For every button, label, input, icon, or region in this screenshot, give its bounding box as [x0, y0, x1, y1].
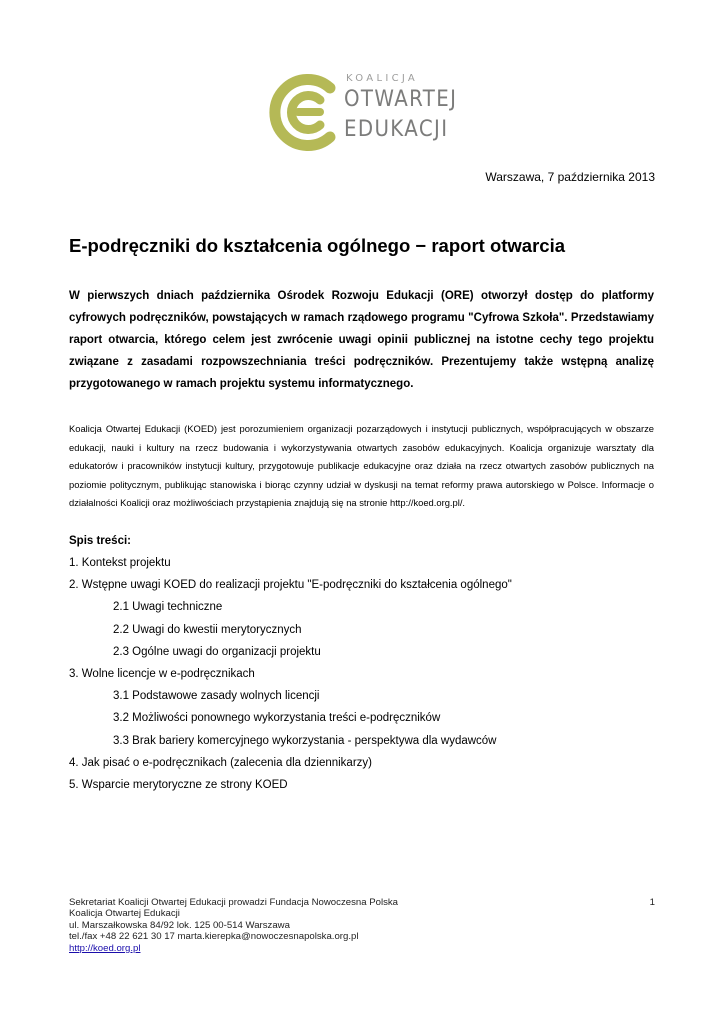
- footer-line-1: Sekretariat Koalicji Otwartej Edukacji prowadzi Fundacja Nowoczesna Polska: [69, 897, 399, 908]
- document-date: Warszawa, 7 października 2013: [485, 170, 655, 184]
- toc-item: 2.1 Uwagi techniczne: [113, 601, 223, 614]
- footer-website-link[interactable]: http://koed.org.pl: [69, 942, 141, 954]
- toc-item: 2.2 Uwagi do kwestii merytorycznych: [113, 623, 302, 636]
- lead-paragraph: W pierwszych dniach października Ośrodek Rozwoju Edukacji (ORE) otworzył dostęp do platformy cyfrowych podręczników, powstających w ramach rządowego programu "Cyfrowa Szkoła". Przedstawiamy raport otwarcia, którego celem jest zwrócenie uwagi opinii publicznej na istotne cechy tego projektu związane z zasadami rozpowszechniania treści podręczników. Prezentujemy także wstępną analizę przygotowanego w ramach projektu systemu informatycznego.: [69, 290, 654, 390]
- toc-item: 4. Jak pisać o e-podręcznikach (zalecenia dla dziennikarzy): [69, 756, 372, 769]
- toc-item: 3. Wolne licencje w e-podręcznikach: [69, 667, 255, 680]
- logo-koalicja-text: KOALICJA: [346, 73, 419, 84]
- footer-line-4: tel./fax +48 22 621 30 17 marta.kierepka@nowoczesnapolska.org.pl: [69, 931, 359, 943]
- footer-line-3: ul. Marszałkowska 84/92 lok. 125 00-514 Warszawa: [69, 919, 290, 931]
- toc-item: 3.1 Podstawowe zasady wolnych licencji: [113, 690, 320, 703]
- logo-line-2: EDUKACJI: [344, 117, 449, 142]
- toc-heading: Spis treści:: [69, 535, 131, 547]
- toc-item: 3.2 Możliwości ponownego wykorzystania treści e-podręczników: [113, 712, 441, 725]
- footer-line-2: Koalicja Otwartej Edukacji: [69, 908, 180, 920]
- toc-item: 3.3 Brak bariery komercyjnego wykorzystania - perspektywa dla wydawców: [113, 734, 497, 747]
- toc-item: 2. Wstępne uwagi KOED do realizacji projektu "E-podręczniki do kształcenia ogólnego": [69, 579, 512, 592]
- koed-logo-mark: [268, 70, 348, 155]
- document-title: E-podręczniki do kształcenia ogólnego − raport otwarcia: [69, 235, 566, 256]
- toc-item: 5. Wsparcie merytoryczne ze strony KOED: [69, 778, 288, 791]
- table-of-contents: [69, 530, 669, 796]
- page-number: 1: [649, 897, 655, 908]
- toc-item: 2.3 Ogólne uwagi do organizacji projektu: [113, 645, 321, 658]
- toc-item: 1. Kontekst projektu: [69, 557, 171, 569]
- logo-line-1: OTWARTEJ: [344, 87, 458, 112]
- koed-logo: [268, 70, 468, 155]
- about-paragraph: Koalicja Otwartej Edukacji (KOED) jest porozumieniem organizacji pozarządowych i instytucji publicznych, współpracujących w obszarze edukacji, nauki i kultury na rzecz budowania i wykorzystywania otwartych zasobów edukacyjnych. Koalicja organizuje warsztaty dla edukatorów i pracowników instytucji kultury, przygotowuje publikacje edukacyjne oraz działa na rzecz otwartych zasobów publicznych na poziomie politycznym, publikując stanowiska i biorąc czynny udział w dyskusji na temat reformy prawa autorskiego w Polsce. Informacje o działalności Koalicji oraz możliwościach przystąpienia znajdują się na stronie http://koed.org.pl/.: [69, 423, 654, 508]
- page-footer: [69, 897, 655, 954]
